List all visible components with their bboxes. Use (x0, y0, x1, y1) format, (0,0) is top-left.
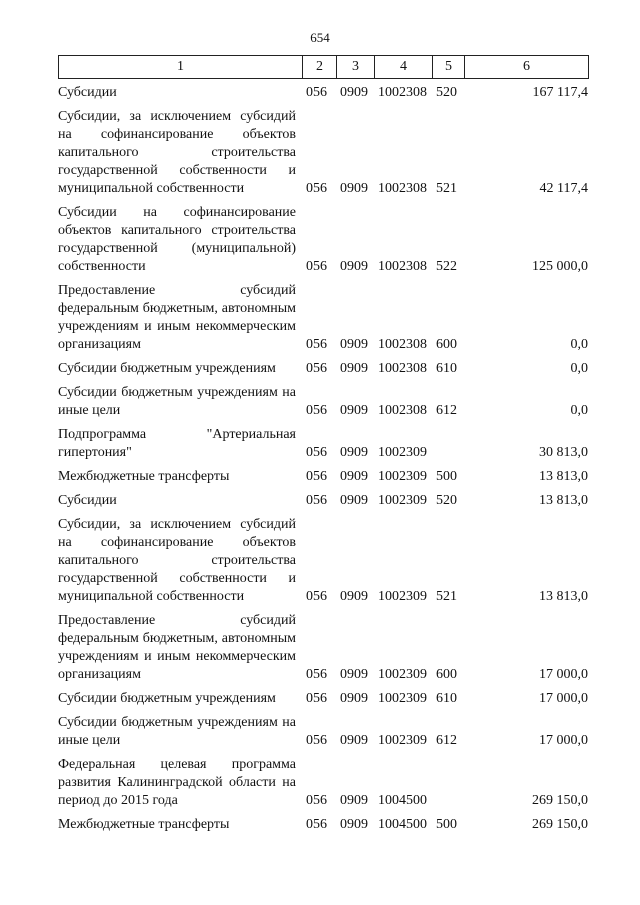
row-col-4: 1002309 (378, 469, 427, 484)
row-col-3: 0909 (340, 667, 368, 682)
row-col-3: 0909 (340, 85, 368, 100)
row-amount: 13 813,0 (539, 469, 588, 484)
row-name: Субсидии, за исключением субсидий на софинансирование объектов капитального строительства государственной собственности и муниципальной собственности (58, 517, 296, 604)
row-amount: 269 150,0 (532, 793, 588, 808)
row-amount: 125 000,0 (532, 259, 588, 274)
table-row (58, 810, 588, 834)
table-row (58, 378, 588, 420)
row-col-3: 0909 (340, 817, 368, 832)
row-col-2: 056 (306, 733, 327, 748)
table-row (58, 606, 588, 684)
row-name: Межбюджетные трансферты (58, 817, 230, 832)
row-col-4: 1002308 (378, 259, 427, 274)
row-name: Предоставление субсидий федеральным бюджетным, автономным учреждениям и иным некоммерческим организациям (58, 613, 296, 682)
row-col-2: 056 (306, 181, 327, 196)
row-col-4: 1002309 (378, 589, 427, 604)
row-col-3: 0909 (340, 733, 368, 748)
row-name: Субсидии на софинансирование объектов капитального строительства государственной (муниципальной) собственности (58, 205, 296, 274)
row-col-4: 1004500 (378, 817, 427, 832)
row-amount: 0,0 (570, 361, 588, 376)
row-col-2: 056 (306, 361, 327, 376)
row-amount: 167 117,4 (532, 85, 588, 100)
row-col-2: 056 (306, 667, 327, 682)
row-amount: 17 000,0 (539, 733, 588, 748)
row-col-4: 1002309 (378, 691, 427, 706)
row-col-4: 1002308 (378, 85, 427, 100)
header-row (59, 56, 589, 79)
table-row (58, 420, 588, 462)
row-col-4: 1002308 (378, 403, 427, 418)
row-col-5: 610 (436, 691, 457, 706)
row-col-5: 610 (436, 361, 457, 376)
row-col-5: 522 (436, 259, 457, 274)
row-col-3: 0909 (340, 589, 368, 604)
header-col-5: 5 (433, 56, 465, 79)
row-amount: 30 813,0 (539, 445, 588, 460)
row-name: Подпрограмма "Артериальная гипертония" (58, 427, 296, 460)
row-col-4: 1002309 (378, 493, 427, 508)
row-name: Субсидии (58, 85, 117, 100)
row-col-5: 521 (436, 589, 457, 604)
row-col-2: 056 (306, 337, 327, 352)
row-name: Субсидии (58, 493, 117, 508)
row-name: Федеральная целевая программа развития Калининградской области на период до 2015 года (58, 757, 296, 808)
table-row (58, 510, 588, 606)
row-col-5: 612 (436, 403, 457, 418)
header-col-4: 4 (375, 56, 433, 79)
row-col-2: 056 (306, 445, 327, 460)
row-col-3: 0909 (340, 403, 368, 418)
table-row (58, 354, 588, 378)
row-col-5: 521 (436, 181, 457, 196)
table-row (58, 684, 588, 708)
table-row (58, 708, 588, 750)
row-name: Межбюджетные трансферты (58, 469, 230, 484)
header-col-2: 2 (303, 56, 337, 79)
row-amount: 0,0 (570, 403, 588, 418)
row-col-2: 056 (306, 259, 327, 274)
row-col-5: 520 (436, 493, 457, 508)
row-col-2: 056 (306, 403, 327, 418)
header-col-6: 6 (465, 56, 589, 79)
row-col-4: 1002309 (378, 445, 427, 460)
row-amount: 0,0 (570, 337, 588, 352)
page-number: 654 (310, 30, 330, 45)
row-col-4: 1002308 (378, 181, 427, 196)
row-col-5: 600 (436, 337, 457, 352)
row-col-5: 600 (436, 667, 457, 682)
row-col-2: 056 (306, 817, 327, 832)
row-amount: 17 000,0 (539, 691, 588, 706)
row-col-5: 500 (436, 817, 457, 832)
row-col-5 (432, 750, 464, 810)
row-amount: 42 117,4 (539, 181, 588, 196)
header-col-1: 1 (59, 56, 303, 79)
budget-table (58, 78, 588, 834)
row-col-3: 0909 (340, 361, 368, 376)
row-col-3: 0909 (340, 469, 368, 484)
table-row (58, 276, 588, 354)
row-col-4: 1004500 (378, 793, 427, 808)
row-col-3: 0909 (340, 181, 368, 196)
row-col-2: 056 (306, 493, 327, 508)
row-col-5: 500 (436, 469, 457, 484)
row-name: Субсидии бюджетным учреждениям на иные цели (58, 385, 296, 418)
row-amount: 17 000,0 (539, 667, 588, 682)
row-col-5: 612 (436, 733, 457, 748)
table-row (58, 102, 588, 198)
row-col-5 (432, 420, 464, 462)
table-header (58, 55, 589, 79)
row-col-3: 0909 (340, 493, 368, 508)
table-row (58, 198, 588, 276)
row-col-4: 1002309 (378, 733, 427, 748)
table-row (58, 486, 588, 510)
header-col-3: 3 (337, 56, 375, 79)
row-amount: 269 150,0 (532, 817, 588, 832)
row-name: Субсидии бюджетным учреждениям на иные цели (58, 715, 296, 748)
row-col-4: 1002308 (378, 361, 427, 376)
row-col-2: 056 (306, 793, 327, 808)
row-col-3: 0909 (340, 337, 368, 352)
row-col-3: 0909 (340, 445, 368, 460)
row-col-2: 056 (306, 691, 327, 706)
table-row (58, 462, 588, 486)
row-col-2: 056 (306, 469, 327, 484)
row-col-3: 0909 (340, 793, 368, 808)
row-col-4: 1002309 (378, 667, 427, 682)
row-col-2: 056 (306, 85, 327, 100)
row-name: Предоставление субсидий федеральным бюджетным, автономным учреждениям и иным некоммерческим организациям (58, 283, 296, 352)
row-col-5: 520 (436, 85, 457, 100)
row-col-4: 1002308 (378, 337, 427, 352)
table-row (58, 750, 588, 810)
row-col-3: 0909 (340, 259, 368, 274)
row-name: Субсидии бюджетным учреждениям (58, 361, 276, 376)
table-row (58, 78, 588, 102)
row-name: Субсидии бюджетным учреждениям (58, 691, 276, 706)
row-col-3: 0909 (340, 691, 368, 706)
row-name: Субсидии, за исключением субсидий на софинансирование объектов капитального строительства государственной собственности и муниципальной собственности (58, 109, 296, 196)
row-amount: 13 813,0 (539, 493, 588, 508)
row-col-2: 056 (306, 589, 327, 604)
row-amount: 13 813,0 (539, 589, 588, 604)
